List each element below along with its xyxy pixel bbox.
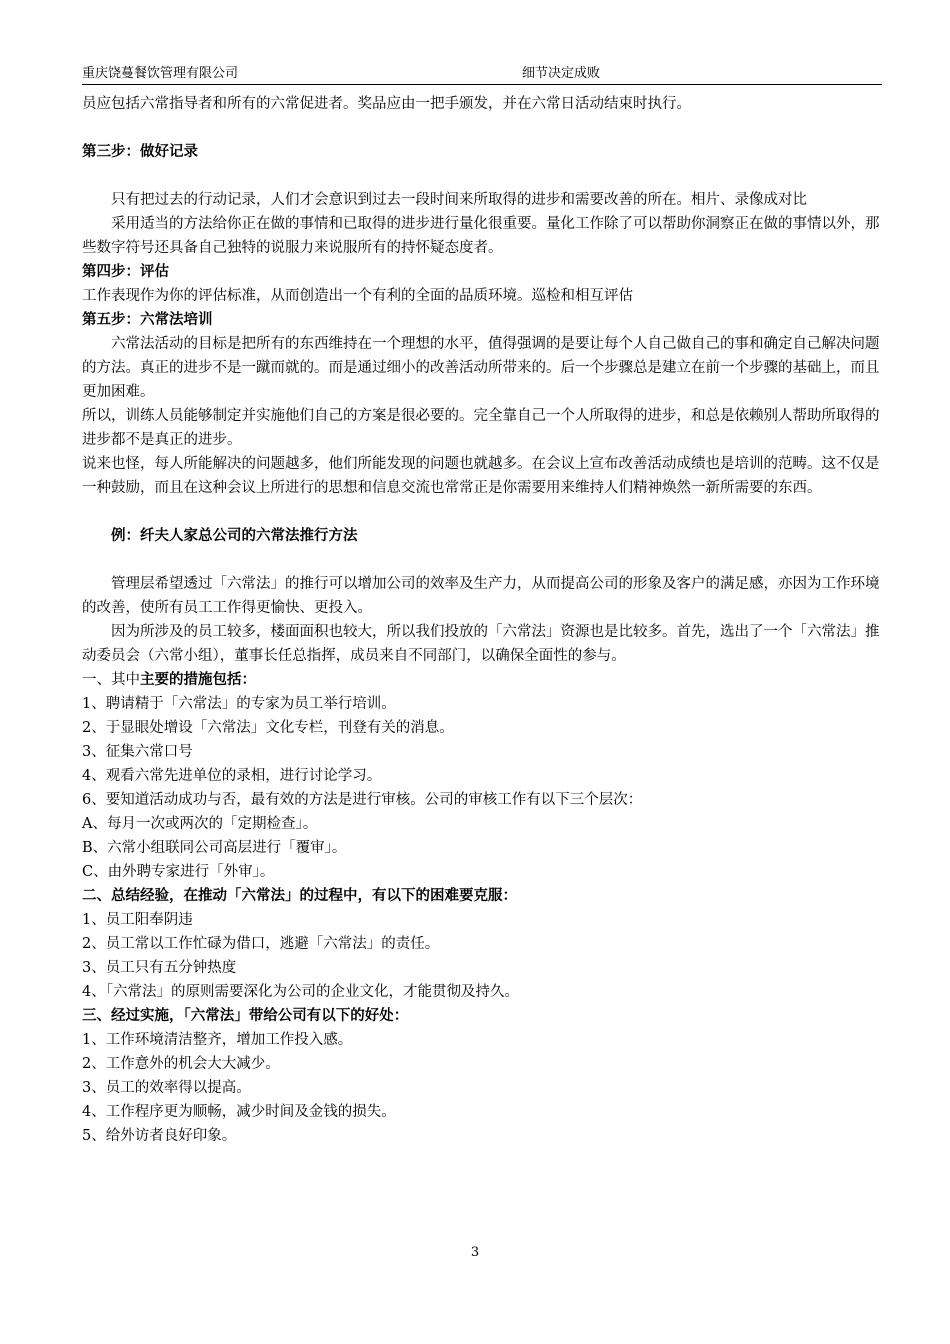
section-heading-step5: 第五步：六常法培训 xyxy=(82,311,213,328)
example-heading: 例：纤夫人家总公司的六常法推行方法 xyxy=(111,527,358,544)
list-item: 5、给外访者良好印象。 xyxy=(82,1128,237,1144)
list-item: 6、要知道活动成功与否，最有效的方法是进行审核。公司的审核工作有以下三个层次： xyxy=(82,792,643,808)
list-item: 3、员工的效率得以提高。 xyxy=(82,1080,251,1096)
paragraph: 员应包括六常指导者和所有的六常促进者。奖品应由一把手颁发，并在六常日活动结束时执行。 xyxy=(82,96,691,112)
paragraph: 采用适当的方法给你正在做的事情和已取得的进步进行量化很重要。量化工作除了可以帮助你洞察正在做的事情以外，那些数字符号还具备自己独特的说服力来说服所有的持怀疑态度者。 xyxy=(82,216,880,256)
paragraph: 管理层希望透过「六常法」的推行可以增加公司的效率及生产力，从而提高公司的形象及客户的满足感，亦因为工作环境的改善，使所有员工工作得更愉快、更投入。 xyxy=(82,576,880,616)
section-heading-difficulties: 二、总结经验，在推动「六常法」的过程中，有以下的困难要克服： xyxy=(82,887,517,904)
heading-prefix: 一、其中 xyxy=(82,672,140,688)
paragraph: 说来也怪，每人所能解决的问题越多，他们所能发现的问题也就越多。在会议上宣布改善活动成绩也是培训的范畴。这不仅是一种鼓励，而且在这种会议上所进行的思想和信息交流也常常正是你需要用来维持人们精神焕然一新所需要的东西。 xyxy=(82,456,880,496)
document-body xyxy=(82,92,882,1148)
list-item: 1、员工阳奉阴违 xyxy=(82,912,193,928)
company-name: 重庆饶蔓餐饮管理有限公司 xyxy=(82,66,239,81)
list-item: 4、观看六常先进单位的录相，进行讨论学习。 xyxy=(82,768,382,784)
list-item: C、由外聘专家进行「外审」。 xyxy=(82,864,275,880)
list-item: 2、工作意外的机会大大减少。 xyxy=(82,1056,280,1072)
page-header xyxy=(82,66,882,85)
list-item: 3、员工只有五分钟热度 xyxy=(82,960,237,976)
list-item: B、六常小组联同公司高层进行「覆审」。 xyxy=(82,840,347,856)
paragraph: 所以，训练人员能够制定并实施他们自己的方案是很必要的。完全靠自己一个人所取得的进步，和总是依赖别人帮助所取得的进步都不是真正的进步。 xyxy=(82,408,880,448)
heading-bold-text: 主要的措施包括： xyxy=(140,671,256,688)
paragraph: 只有把过去的行动记录，人们才会意识到过去一段时间来所取得的进步和需要改善的所在。相片、录像成对比 xyxy=(111,192,807,208)
section-heading-benefits: 三、经过实施，「六常法」带给公司有以下的好处： xyxy=(82,1007,409,1024)
list-item: 4、「六常法」的原则需要深化为公司的企业文化，才能贯彻及持久。 xyxy=(82,984,519,1000)
list-item: 2、于显眼处增设「六常法」文化专栏，刊登有关的消息。 xyxy=(82,720,454,736)
header-motto: 细节决定成败 xyxy=(522,66,601,81)
list-item: 4、工作程序更为顺畅，减少时间及金钱的损失。 xyxy=(82,1104,396,1120)
paragraph: 因为所涉及的员工较多，楼面面积也较大，所以我们投放的「六常法」资源也是比较多。首先，选出了一个「六常法」推动委员会（六常小组），董事长任总指挥，成员来自不同部门，以确保全面性的参与。 xyxy=(82,624,880,664)
list-item: 1、聘请精于「六常法」的专家为员工举行培训。 xyxy=(82,696,396,712)
list-item: 3、征集六常口号 xyxy=(82,744,193,760)
section-heading-measures xyxy=(82,668,882,692)
list-item: A、每月一次或两次的「定期检查」。 xyxy=(82,816,318,832)
paragraph: 工作表现作为你的评估标准，从而创造出一个有利的全面的品质环境。巡检和相互评估 xyxy=(82,288,633,304)
section-heading-step3: 第三步：做好记录 xyxy=(82,143,198,160)
list-item: 2、员工常以工作忙碌为借口，逃避「六常法」的责任。 xyxy=(82,936,440,952)
section-heading-step4: 第四步：评估 xyxy=(82,263,169,280)
page-number: 3 xyxy=(470,1245,480,1260)
list-item: 1、工作环境清洁整齐，增加工作投入感。 xyxy=(82,1032,353,1048)
paragraph: 六常法活动的目标是把所有的东西维持在一个理想的水平，值得强调的是要让每个人自己做自己的事和确定自己解决问题的方法。真正的进步不是一蹴而就的。而是通过细小的改善活动所带来的。后一个步骤总是建立在前一个步骤的基础上，而且更加困难。 xyxy=(82,336,880,400)
